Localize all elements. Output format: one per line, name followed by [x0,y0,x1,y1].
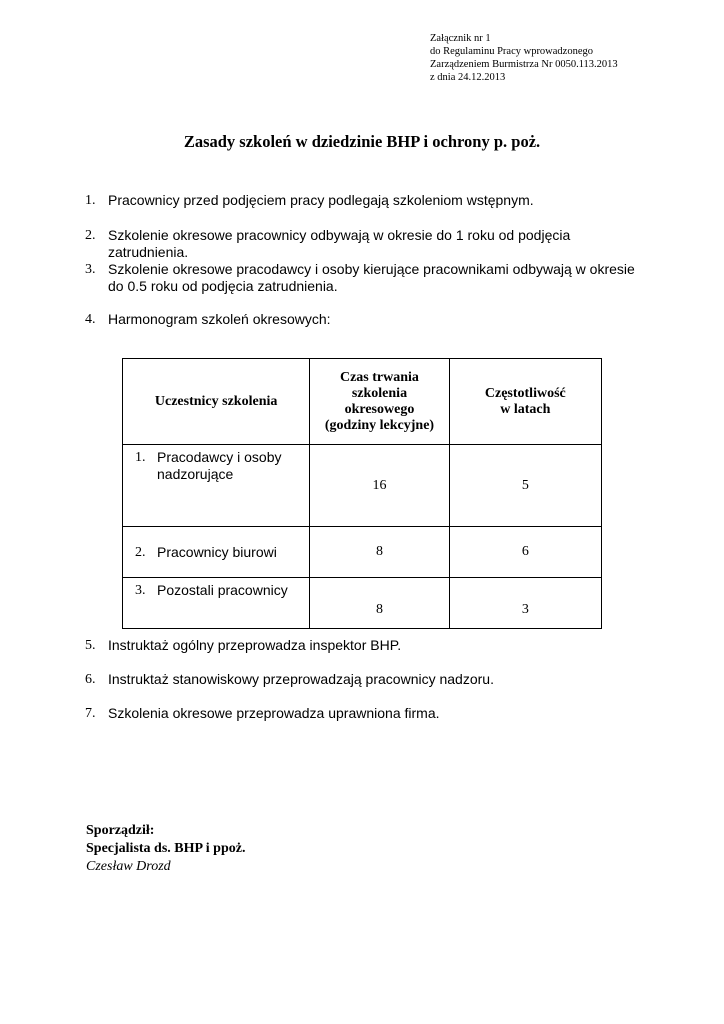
header-duration: Czas trwania szkolenia okresowego (godziny lekcyjne) [310,359,449,445]
list-item-number: 6. [85,672,96,687]
years-cell: 3 [449,578,601,629]
list-item-text: Instruktaż stanowiskowy przeprowadzają pracownicy nadzoru. [108,671,494,687]
document-title: Zasady szkoleń w dziedzinie BHP i ochrony p. poż. [183,132,541,151]
list-item-number: 5. [85,638,96,653]
hours-cell: 8 [310,578,449,629]
signature-block [86,822,245,876]
table-row [123,445,602,527]
hours-cell: 16 [310,445,449,527]
years-cell: 6 [449,527,601,578]
table-row [123,527,602,578]
signature-role: Specjalista ds. BHP i ppoż. [86,841,246,856]
table-row [123,578,602,629]
list-item-number: 7. [85,706,96,721]
list-item [85,637,645,654]
training-schedule-table [122,358,602,629]
list-item-text: Szkolenie okresowe pracownicy odbywają w okresie do 1 roku od podjęcia zatrudnienia. [108,227,571,260]
annex-line: Załącznik nr 1 [430,33,491,44]
list-item-number: 4. [85,312,96,327]
list-item-text: Instruktaż ogólny przeprowadza inspektor BHP. [108,637,402,653]
table-header-row [123,359,602,445]
list-item-number: 1. [85,193,96,208]
list-item [85,311,645,328]
list-item-text: Harmonogram szkoleń okresowych: [108,311,331,327]
hours-cell: 8 [310,527,449,578]
participant-cell: 2. Pracownicy biurowi [123,527,310,578]
list-item [85,671,645,688]
participant-cell: 3. Pozostali pracownicy [123,578,310,629]
list-item-text: Szkolenia okresowe przeprowadza uprawniona firma. [108,705,440,721]
participant-cell: 1. Pracodawcy i osoby nadzorujące [123,445,310,527]
list-item [85,227,645,261]
header-frequency: Częstotliwość w latach [449,359,601,445]
years-cell: 5 [449,445,601,527]
list-item-text: Pracownicy przed podjęciem pracy podlegają szkoleniom wstępnym. [108,192,534,208]
header-participants: Uczestnicy szkolenia [123,359,310,445]
annex-header [430,32,618,84]
annex-line: z dnia 24.12.2013 [430,72,506,83]
annex-line: do Regulaminu Pracy wprowadzonego [430,46,594,57]
list-item-number: 2. [85,228,96,243]
signature-name: Czesław Drozd [86,859,171,874]
list-item-number: 3. [85,262,96,277]
list-item [85,705,645,722]
list-item [85,192,645,209]
list-item [85,261,645,295]
annex-line: Zarządzeniem Burmistrza Nr 0050.113.2013 [430,59,618,70]
signature-label: Sporządził: [86,823,155,838]
list-item-text: Szkolenie okresowe pracodawcy i osoby kierujące pracownikami odbywają w okresie do 0.5 roku od podjęcia zatrudnienia. [108,261,635,294]
